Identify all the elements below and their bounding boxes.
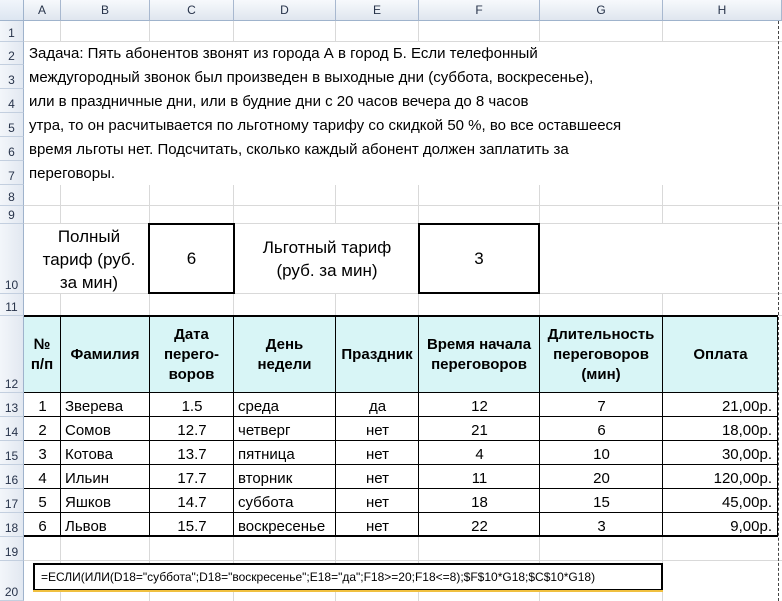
table-row-line — [24, 464, 778, 465]
column-header-f[interactable]: F — [419, 0, 540, 21]
cell-duration[interactable]: 20 — [593, 469, 610, 487]
cell-start[interactable]: 21 — [471, 421, 488, 439]
cell-date[interactable]: 1.5 — [181, 397, 203, 415]
header-date-line: воров — [168, 365, 215, 383]
formula-text-box[interactable]: =ЕСЛИ(ИЛИ(D18="суббота";D18="воскресенье";E18="да";F18>=20;F18<=8);$F$10*G18;$C$10*G18) — [33, 563, 663, 591]
cell-holiday[interactable]: нет — [366, 445, 389, 463]
column-header-c[interactable]: C — [150, 0, 234, 21]
header-num[interactable] — [24, 317, 61, 392]
header-date-line: перего- — [163, 345, 220, 363]
cell-day[interactable]: среда — [238, 397, 279, 415]
cell-num[interactable]: 3 — [38, 445, 47, 463]
header-start-line: Время начала — [426, 335, 532, 353]
gridline — [24, 205, 782, 206]
row-header-18[interactable]: 18 — [0, 513, 24, 537]
header-day-line: недели — [257, 355, 312, 373]
header-duration[interactable] — [540, 317, 663, 392]
header-num-line: № — [33, 335, 51, 353]
header-payment[interactable]: Оплата — [693, 345, 748, 363]
cell-day[interactable]: пятница — [238, 445, 295, 463]
table-row-line — [24, 440, 778, 441]
task-line-2: междугородный звонок был произведен в выходные дни (суббота, воскресенье), — [29, 69, 594, 86]
cell-payment[interactable]: 30,00р. — [721, 445, 772, 463]
cell-date[interactable]: 14.7 — [177, 493, 207, 511]
table-row-line — [24, 416, 778, 417]
cell-date[interactable]: 17.7 — [177, 469, 207, 487]
cell-num[interactable]: 5 — [38, 493, 47, 511]
cell-surname[interactable]: Львов — [65, 517, 107, 535]
cell-holiday[interactable]: нет — [366, 493, 389, 511]
row-header-5[interactable]: 5 — [0, 113, 24, 137]
page-break-line — [778, 21, 779, 601]
cell-holiday[interactable]: нет — [366, 421, 389, 439]
task-line-1: Задача: Пять абонентов звонят из города А в город Б. Если телефонный — [29, 45, 538, 62]
row-header-12[interactable]: 12 — [0, 316, 24, 393]
row-header-6[interactable]: 6 — [0, 137, 24, 161]
header-duration-line: Длительность — [547, 325, 655, 343]
header-day[interactable] — [234, 317, 336, 392]
cell-date[interactable]: 13.7 — [177, 445, 207, 463]
row-header-11[interactable]: 11 — [0, 294, 24, 316]
cell-date[interactable]: 12.7 — [177, 421, 207, 439]
column-header-a[interactable]: A — [24, 0, 61, 21]
full-tariff-label-line: тариф (руб. — [42, 249, 136, 269]
header-day-line: День — [265, 335, 304, 353]
cell-start[interactable]: 12 — [471, 397, 488, 415]
select-all-corner[interactable] — [0, 0, 24, 21]
cell-day[interactable]: воскресенье — [238, 517, 326, 535]
task-line-3: или в праздничные дни, или в будние дни с 20 часов вечера до 8 часов — [29, 93, 529, 110]
cell-start[interactable]: 22 — [471, 517, 488, 535]
cell-day[interactable]: суббота — [238, 493, 294, 511]
cell-start[interactable]: 11 — [471, 469, 488, 487]
cell-holiday[interactable]: нет — [366, 469, 389, 487]
task-line-6: переговоры. — [29, 165, 116, 182]
gridline — [24, 560, 782, 561]
full-tariff-label-line: за мин) — [59, 272, 119, 292]
row-header-16[interactable]: 16 — [0, 465, 24, 489]
header-date-line: Дата — [174, 325, 209, 343]
header-holiday[interactable]: Праздник — [336, 317, 419, 392]
cell-duration[interactable]: 6 — [597, 421, 606, 439]
column-header-g[interactable]: G — [540, 0, 663, 21]
task-line-5: время льготы нет. Подсчитать, сколько каждый абонент должен заплатить за — [29, 141, 569, 158]
cell-duration[interactable]: 15 — [593, 493, 610, 511]
cell-num[interactable]: 2 — [38, 421, 47, 439]
cell-surname[interactable]: Ильин — [65, 469, 110, 487]
reduced-tariff-label-line: Льготный тариф — [262, 238, 392, 257]
row-header-3[interactable]: 3 — [0, 65, 24, 89]
column-header-d[interactable]: D — [234, 0, 336, 21]
cell-payment[interactable]: 45,00р. — [721, 493, 772, 511]
row-header-1[interactable]: 1 — [0, 21, 24, 42]
task-line-4: утра, то он расчитывается по льготному тарифу со скидкой 50 %, во все оставшееся — [29, 117, 622, 134]
cell-payment[interactable]: 18,00р. — [721, 421, 772, 439]
cell-duration[interactable]: 7 — [597, 397, 606, 415]
table-row-line — [24, 488, 778, 489]
row-header-7[interactable]: 7 — [0, 161, 24, 185]
row-header-9[interactable]: 9 — [0, 206, 24, 224]
cell-holiday[interactable]: нет — [366, 517, 389, 535]
cell-surname[interactable]: Яшков — [65, 493, 111, 511]
table-row-line — [24, 512, 778, 513]
cell-num[interactable]: 1 — [38, 397, 47, 415]
cell-num[interactable]: 4 — [38, 469, 47, 487]
cell-start[interactable]: 18 — [471, 493, 488, 511]
column-header-b[interactable]: B — [61, 0, 150, 21]
full-tariff-label-line: Полный — [57, 226, 121, 246]
row-header-17[interactable]: 17 — [0, 489, 24, 513]
cell-duration[interactable]: 3 — [597, 517, 606, 535]
reduced-tariff-label — [236, 224, 418, 294]
cell-payment[interactable]: 120,00р. — [713, 469, 772, 487]
cell-num[interactable]: 6 — [38, 517, 47, 535]
row-header-20[interactable]: 20 — [0, 561, 24, 601]
cell-start[interactable]: 4 — [475, 445, 484, 463]
cell-day[interactable]: четверг — [238, 421, 291, 439]
cell-surname[interactable]: Котова — [65, 445, 113, 463]
header-start-line: переговоров — [431, 355, 527, 373]
column-header-h[interactable]: H — [663, 0, 782, 21]
header-start-time[interactable] — [419, 317, 540, 392]
cell-payment[interactable]: 21,00р. — [721, 397, 772, 415]
cell-date[interactable]: 15.7 — [177, 517, 207, 535]
cell-surname[interactable]: Сомов — [65, 421, 111, 439]
cell-holiday[interactable]: да — [368, 397, 387, 415]
row-header-2[interactable]: 2 — [0, 42, 24, 65]
row-header-8[interactable]: 8 — [0, 185, 24, 206]
row-header-4[interactable]: 4 — [0, 89, 24, 113]
header-date[interactable] — [150, 317, 234, 392]
full-tariff-label — [30, 224, 148, 294]
cell-day[interactable]: вторник — [238, 469, 293, 487]
reduced-tariff-value[interactable]: 3 — [418, 223, 540, 294]
header-num-line: п/п — [30, 355, 54, 373]
row-header-13[interactable]: 13 — [0, 393, 24, 417]
reduced-tariff-label-line: (руб. за мин) — [276, 261, 378, 280]
header-duration-line: (мин) — [581, 365, 621, 383]
full-tariff-value[interactable]: 6 — [148, 223, 235, 294]
row-header-19[interactable]: 19 — [0, 537, 24, 561]
formula-underline — [33, 590, 663, 592]
row-header-10[interactable]: 10 — [0, 224, 24, 294]
cell-payment[interactable]: 9,00р. — [730, 517, 772, 535]
row-header-14[interactable]: 14 — [0, 417, 24, 441]
column-header-e[interactable]: E — [336, 0, 419, 21]
header-surname[interactable]: Фамилия — [61, 317, 150, 392]
cell-duration[interactable]: 10 — [593, 445, 610, 463]
row-header-15[interactable]: 15 — [0, 441, 24, 465]
header-duration-line: переговоров — [553, 345, 649, 363]
cell-surname[interactable]: Зверева — [65, 397, 124, 415]
